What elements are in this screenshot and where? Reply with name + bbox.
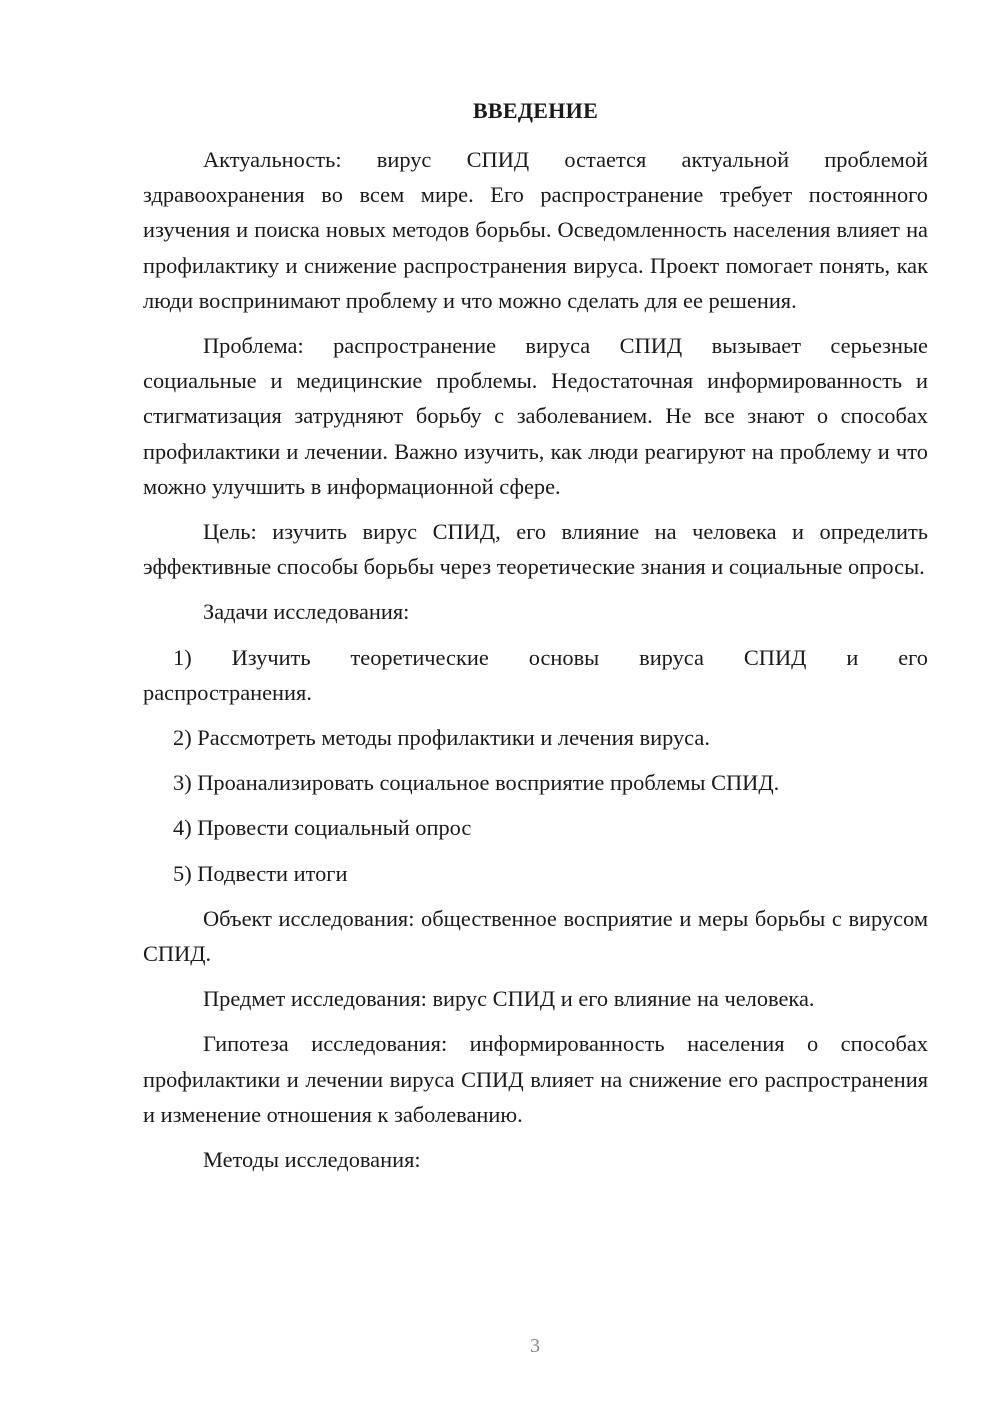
relevance-paragraph: Актуальность: вирус СПИД остается актуальной проблемой здравоохранения во всем мире. Его распространение требует постоянного изучения и поиска новых методов борьбы. Осведомленность населения влияет на профилактику и снижение распространения вируса. Проект помогает понять, как люди воспринимают проблему и что можно сделать для ее решения. xyxy=(143,147,928,313)
subject-paragraph: Предмет исследования: вирус СПИД и его влияние на человека. xyxy=(203,986,815,1012)
task-item-1: 1) Изучить теоретические основы вируса СПИД и его распространения. xyxy=(143,644,928,705)
task-item-3: 3) Проанализировать социальное восприятие проблемы СПИД. xyxy=(173,770,780,796)
goal-paragraph: Цель: изучить вирус СПИД, его влияние на человека и определить эффективные способы борьбы через теоретические знания и социальные опросы. xyxy=(143,519,928,580)
page-number: 3 xyxy=(530,1335,540,1357)
task-item-2: 2) Рассмотреть методы профилактики и лечения вируса. xyxy=(173,725,710,751)
document-body xyxy=(143,142,928,1187)
hypothesis-paragraph: Гипотеза исследования: информированность населения о способах профилактики и лечении вируса СПИД влияет на снижение его распространения и изменение отношения к заболеванию. xyxy=(143,1031,928,1127)
task-item-4: 4) Провести социальный опрос xyxy=(173,815,472,841)
problem-paragraph: Проблема: распространение вируса СПИД вызывает серьезные социальные и медицинские проблемы. Недостаточная информированность и стигматизация затрудняют борьбу с заболеванием. Не все знают о способах профилактики и лечении. Важно изучить, как люди реагируют на проблему и что можно улучшить в информационной сфере. xyxy=(143,333,928,499)
section-title: ВВЕДЕНИЕ xyxy=(472,98,599,123)
methods-heading: Методы исследования: xyxy=(203,1147,421,1173)
task-item-5: 5) Подвести итоги xyxy=(173,860,348,886)
tasks-heading: Задачи исследования: xyxy=(203,599,410,625)
object-paragraph: Объект исследования: общественное восприятие и меры борьбы с вирусом СПИД. xyxy=(143,905,928,967)
